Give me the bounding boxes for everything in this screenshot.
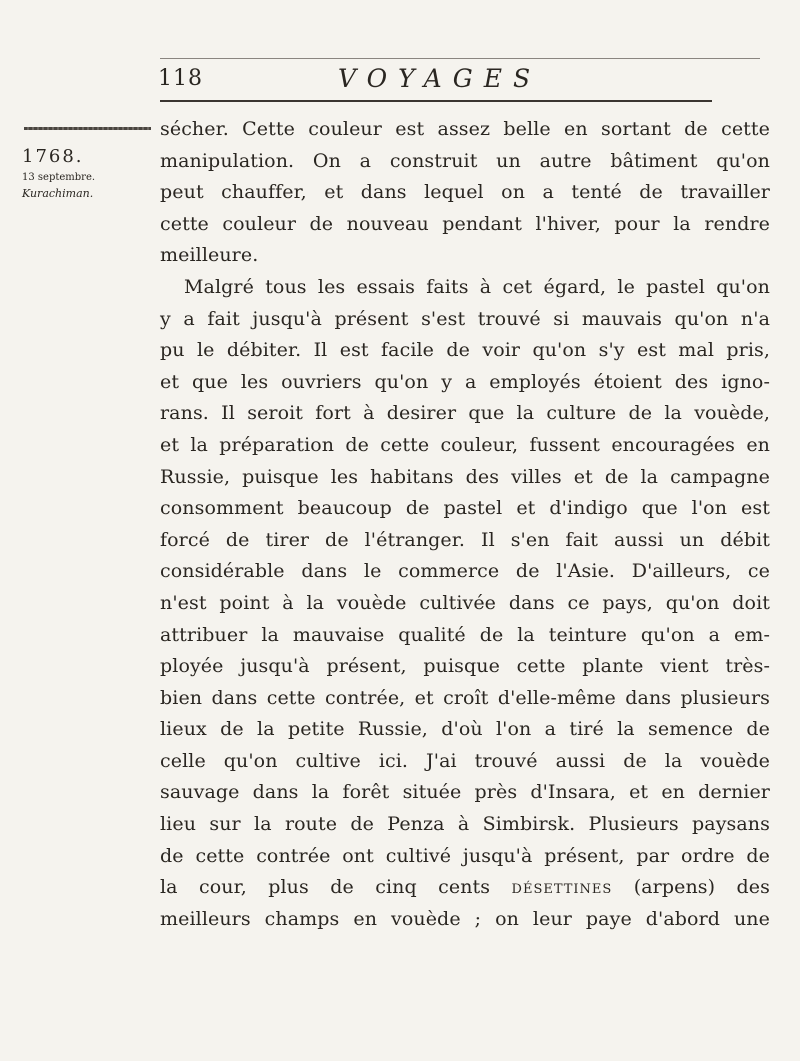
- text-line: cette couleur de nouveau pendant l'hiver, pour la rendre: [160, 212, 770, 235]
- text-line: et que les ouvriers qu'on y a employés étoient des igno-: [160, 370, 770, 393]
- margin-year: 1768.: [22, 146, 84, 167]
- text-line: manipulation. On a construit un autre bâtiment qu'on: [160, 149, 770, 172]
- text-fragment: (arpens) des: [612, 876, 770, 899]
- text-line: considérable dans le commerce de l'Asie. D'ailleurs, ce: [160, 560, 770, 583]
- text-line: lieux de la petite Russie, d'où l'on a tiré la semence de: [160, 718, 770, 741]
- header-rule: [160, 100, 712, 102]
- text-line: et la préparation de cette couleur, fussent encouragées en: [160, 433, 770, 456]
- text-line: Malgré tous les essais faits à cet égard, le pastel qu'on: [184, 275, 770, 298]
- body-text: [160, 114, 770, 935]
- margin-place: Kurachiman.: [22, 187, 94, 200]
- page-number: 118: [158, 66, 203, 91]
- text-line: peut chauffer, et dans lequel on a tenté de travailler: [160, 181, 770, 204]
- text-line: bien dans cette contrée, et croît d'elle-même dans plusieurs: [160, 686, 770, 709]
- text-line: ployée jusqu'à présent, puisque cette plante vient très-: [160, 655, 770, 678]
- text-line: attribuer la mauvaise qualité de la teinture qu'on a em-: [160, 623, 770, 646]
- text-line: rans. Il seroit fort à desirer que la culture de la vouède,: [160, 402, 770, 425]
- text-line: sécher. Cette couleur est assez belle en sortant de cette: [160, 118, 770, 140]
- text-line: consomment beaucoup de pastel et d'indigo que l'on est: [160, 497, 770, 520]
- text-line: celle qu'on cultive ici. J'ai trouvé aussi de la vouède: [160, 749, 770, 772]
- smallcaps-term: désettines: [511, 876, 613, 899]
- text-line: y a fait jusqu'à présent s'est trouvé si mauvais qu'on n'a: [160, 307, 770, 330]
- text-line: de cette contrée ont cultivé jusqu'à présent, par ordre de: [160, 844, 770, 867]
- text-line: [160, 872, 770, 904]
- text-fragment: la cour, plus de cinq cents: [160, 876, 512, 899]
- header-rule-top: [160, 58, 760, 59]
- margin-date: 13 septembre.: [22, 172, 96, 183]
- text-line: pu le débiter. Il est facile de voir qu'on s'y est mal pris,: [160, 339, 770, 362]
- text-line: forcé de tirer de l'étranger. Il s'en fait aussi un débit: [160, 528, 770, 551]
- text-line: meilleure.: [160, 244, 259, 267]
- text-line: meilleurs champs en vouède ; on leur paye d'abord une: [160, 907, 770, 930]
- text-line: n'est point à la vouède cultivée dans ce pays, qu'on doit: [160, 591, 770, 614]
- text-line: lieu sur la route de Penza à Simbirsk. Plusieurs paysans: [160, 813, 770, 836]
- text-line: sauvage dans la forêt située près d'Insara, et en dernier: [160, 781, 770, 804]
- margin-ornament-rule: [24, 127, 151, 130]
- text-line: Russie, puisque les habitans des villes et de la campagne: [160, 465, 770, 488]
- running-title: VOYAGES: [338, 64, 542, 93]
